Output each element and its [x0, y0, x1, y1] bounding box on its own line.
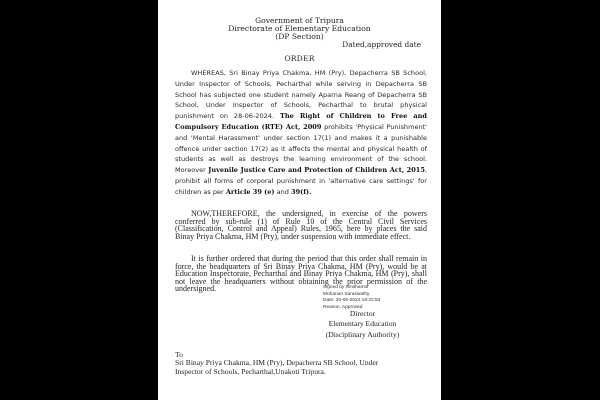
- addressee-block: [175, 351, 435, 376]
- signature-name: Mohanan Saraswathy: [323, 291, 370, 297]
- paragraph-whereas-text-1: WHEREAS, Sri Binay Priya Chakma, HM (Pry), Depacherra SB School, Under Inspector of Schools, Pecharthal while serving in Depacherra SB School has subjected one student namely Aparna Reang of Depacherra SB School, Under Inspector of Schools, Pecharthal to brutal physical punishment on 28-06-2024.: [175, 69, 427, 121]
- addressee-line-2: Inspector of Schools, Pecharthal,Unakoti Tripura.: [175, 366, 326, 376]
- paragraph-whereas-text-4: and: [274, 187, 292, 196]
- paragraph-further-ordered: It is further ordered that during the period that this order shall remain in force, the headquarters of Sri Binay Priya Chakma, HM (Pry), would be at Education Inspectorate, Pecharthal and Binay Priya Chakma, HM (Pry), shall not leave the headquarters without obtaining the prior permission of the undersigned.: [175, 254, 427, 294]
- dated-line: Dated,approved date: [342, 40, 421, 49]
- signatory-designation: Director: [349, 309, 376, 318]
- signature-signed-by: Signed by Smithamol: [323, 285, 369, 290]
- juvenile-justice-act-reference: Juvenile Justice Care and Protection of Children Act, 2015: [208, 166, 425, 175]
- document-page: [158, 0, 441, 400]
- letterhead-government: Government of Tripura: [255, 16, 344, 25]
- article-39f-reference: 39(f).: [291, 187, 312, 196]
- paragraph-whereas-text-2: prohibits 'Physical Punishment' and 'Mental Harassment' under section 17(1) and makes it a punishable offence under section 17(2) as it affects the mental and physical health of students as well as destroys the learning environment of the school. Moreover: [175, 122, 427, 175]
- digital-signature-block: [323, 285, 380, 311]
- signatory-department: Elementary Education: [328, 319, 397, 328]
- article-39e-reference: Article 39 (e): [225, 187, 275, 196]
- signature-date: Date: 30-06-2024 18:22:53: [323, 298, 381, 304]
- addressee-line-1: Sri Binay Priya Chakma, HM (Pry), Depacherra SB School, Under: [175, 358, 379, 368]
- letterhead: [158, 17, 441, 41]
- paragraph-whereas-text-3: , prohibit all forms of corporal punishment in 'alternative care settings' for children as per: [175, 166, 427, 196]
- order-title: ORDER: [284, 54, 315, 63]
- signatory-block: [300, 310, 425, 340]
- paragraph-whereas: [175, 68, 427, 198]
- paragraph-now-therefore: NOW,THEREFORE, the undersigned, in exercise of the powers conferred by sub-rule (1) of Rule 10 of the Central Civil Services (Classification, Control and Appeal) Rules, 1965, here by places the said Binay Priya Chakma, HM (Pry), under suspension with immediate effect.: [175, 209, 427, 241]
- rte-act-reference: The Right of Children to Free and Compulsory Education (RTE) Act, 2009: [175, 112, 427, 131]
- letterhead-directorate: Directorate of Elementary Education: [228, 24, 371, 33]
- addressee-to-label: To: [175, 350, 183, 359]
- signatory-authority: (Disciplinary Authority): [325, 330, 400, 339]
- signature-reason: Reason: Approved: [323, 304, 363, 310]
- letterhead-section: (DP Section): [275, 32, 324, 41]
